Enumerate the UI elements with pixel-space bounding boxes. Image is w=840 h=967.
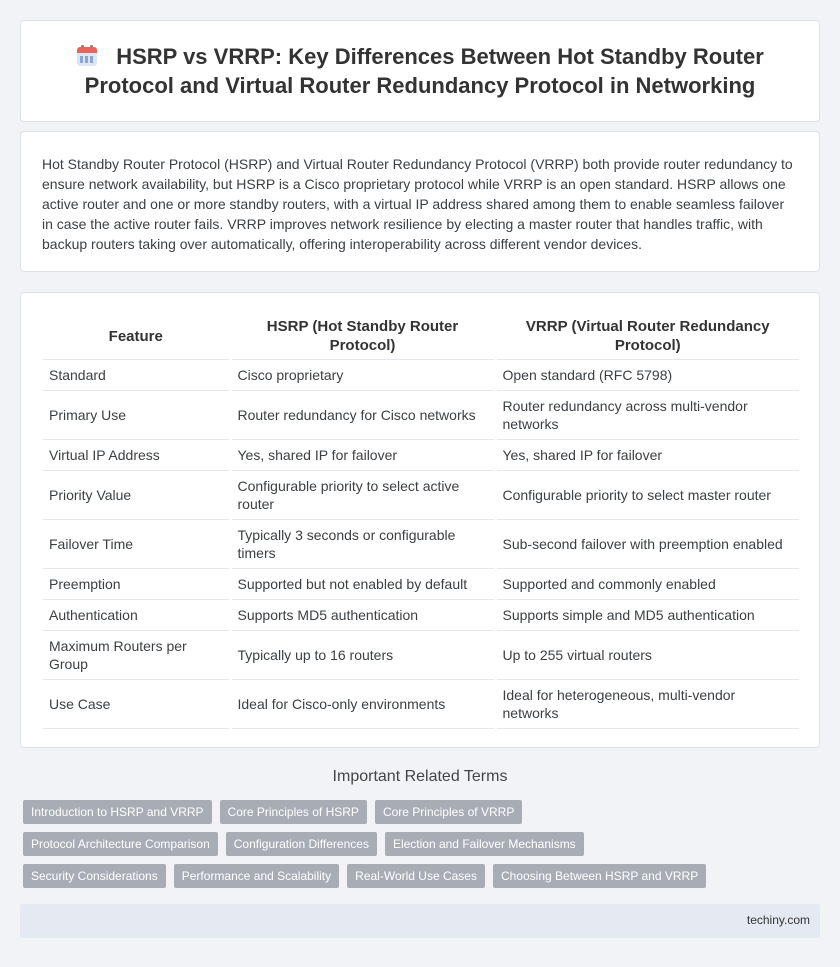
feature-cell: Maximum Routers per Group (43, 631, 230, 680)
table-row (43, 600, 799, 631)
header-feature: Feature (43, 313, 230, 360)
related-terms-list (23, 800, 723, 888)
vrrp-cell: Yes, shared IP for failover (495, 440, 799, 471)
feature-cell: Standard (43, 360, 230, 391)
table-row (43, 360, 799, 391)
vrrp-cell: Ideal for heterogeneous, multi-vendor networks (495, 680, 799, 729)
hsrp-cell: Supported but not enabled by default (230, 569, 495, 600)
feature-cell: Priority Value (43, 471, 230, 520)
comparison-table (43, 313, 799, 729)
hsrp-cell: Yes, shared IP for failover (230, 440, 495, 471)
feature-cell: Authentication (43, 600, 230, 631)
table-row (43, 391, 799, 440)
comparison-card (20, 292, 820, 748)
table-header-row (43, 313, 799, 360)
hsrp-cell: Ideal for Cisco-only environments (230, 680, 495, 729)
related-term-tag[interactable]: Configuration Differences (226, 832, 377, 856)
footer (20, 904, 820, 938)
related-term-tag[interactable]: Core Principles of VRRP (375, 800, 522, 824)
header-hsrp: HSRP (Hot Standby Router Protocol) (230, 313, 495, 360)
vrrp-cell: Open standard (RFC 5798) (495, 360, 799, 391)
vrrp-cell: Router redundancy across multi-vendor networks (495, 391, 799, 440)
table-row (43, 520, 799, 569)
related-terms-heading: Important Related Terms (332, 768, 508, 785)
related-term-tag[interactable]: Introduction to HSRP and VRRP (23, 800, 212, 824)
feature-cell: Use Case (43, 680, 230, 729)
feature-cell: Failover Time (43, 520, 230, 569)
related-term-tag[interactable]: Performance and Scalability (174, 864, 339, 888)
feature-cell: Virtual IP Address (43, 440, 230, 471)
page-title-text: HSRP vs VRRP: Key Differences Between Hot Standby Router Protocol and Virtual Router Redundancy Protocol in Networking (84, 44, 764, 98)
table-row (43, 680, 799, 729)
hsrp-cell: Configurable priority to select active router (230, 471, 495, 520)
footer-site-link[interactable]: techiny.com (746, 913, 810, 927)
related-term-tag[interactable]: Choosing Between HSRP and VRRP (493, 864, 706, 888)
table-row (43, 569, 799, 600)
related-term-tag[interactable]: Protocol Architecture Comparison (23, 832, 218, 856)
header-vrrp: VRRP (Virtual Router Redundancy Protocol) (495, 313, 799, 360)
hsrp-cell: Cisco proprietary (230, 360, 495, 391)
vrrp-cell: Up to 255 virtual routers (495, 631, 799, 680)
related-term-tag[interactable]: Real-World Use Cases (347, 864, 485, 888)
feature-cell: Preemption (43, 569, 230, 600)
vrrp-cell: Supported and commonly enabled (495, 569, 799, 600)
related-term-tag[interactable]: Election and Failover Mechanisms (385, 832, 584, 856)
title-card (20, 20, 820, 122)
table-row (43, 471, 799, 520)
related-term-tag[interactable]: Security Considerations (23, 864, 166, 888)
hsrp-cell: Supports MD5 authentication (230, 600, 495, 631)
related-term-tag[interactable]: Core Principles of HSRP (220, 800, 367, 824)
hsrp-cell: Router redundancy for Cisco networks (230, 391, 495, 440)
intro-paragraph: Hot Standby Router Protocol (HSRP) and Virtual Router Redundancy Protocol (VRRP) both provide router redundancy to ensure network availability, but HSRP is a Cisco proprietary protocol while VRRP is an open standard. HSRP allows one active router and one or more standby routers, with a virtual IP address shared among them to enable seamless failover in case the active router fails. VRRP improves network resilience by electing a master router that handles traffic, with backup routers taking over automatically, offering interoperability across different vendor devices. (42, 156, 793, 252)
intro-card (20, 131, 820, 272)
hsrp-cell: Typically 3 seconds or configurable timers (230, 520, 495, 569)
feature-cell: Primary Use (43, 391, 230, 440)
vrrp-cell: Configurable priority to select master router (495, 471, 799, 520)
vrrp-cell: Supports simple and MD5 authentication (495, 600, 799, 631)
page-title (61, 42, 779, 100)
table-row (43, 631, 799, 680)
hsrp-cell: Typically up to 16 routers (230, 631, 495, 680)
vrrp-cell: Sub-second failover with preemption enabled (495, 520, 799, 569)
table-row (43, 440, 799, 471)
calendar-icon (76, 45, 98, 67)
